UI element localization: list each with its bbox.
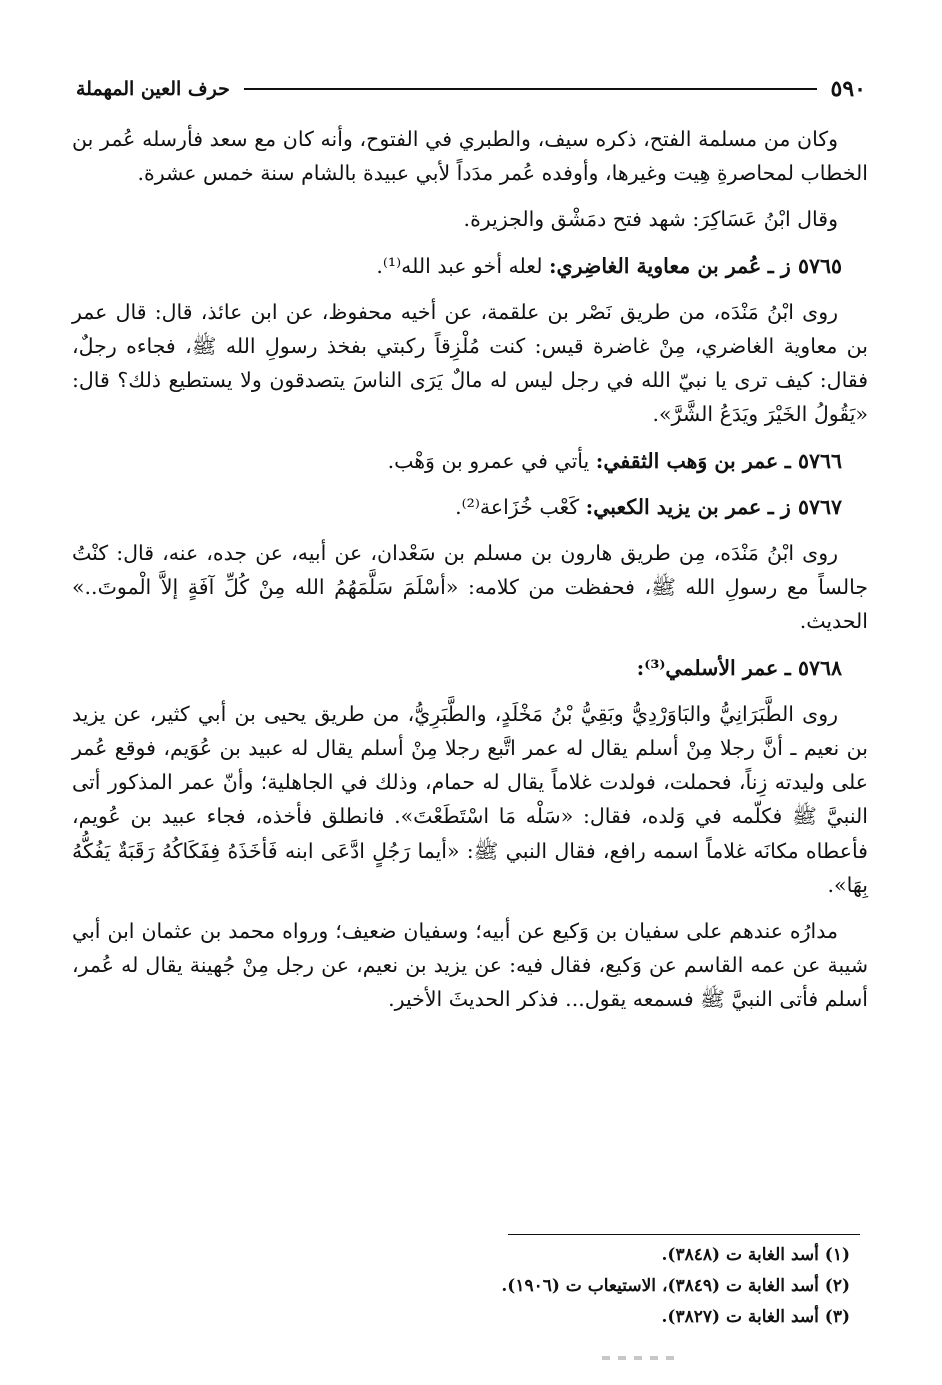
entry-number: ٥٧٦٦ ـ — [784, 448, 842, 473]
paragraph-text: روى الطَّبَرَانِيُّ والبَاوَرْدِيُّ وبَقِيُّ بْنُ مَخْلَدٍ، والطَّبَرِيُّ، من طريق يحيى بن أبي كثير، عن يزيد بن نعيم ـ أنَّ رجلا مِنْ أسلم يقال له عمر اتَّبع رجلا مِنْ أسلم يقال له عبيد بن عُوَيم، فوقع عُمر على وليدته زِناً، فحملت، فولدت غلاماً يقال له حمام، وذلك في الجاهلية؛ وأنّ عمر المذكور أتى النبيَّ ﷺ فكلّمه في وَلده، فقال: «سَلْه مَا اسْتَطَعْتَ». فانطلق فأخذه، فجاء عبيد بن عُويم، فأعطاه مكانَه غلاماً اسمه رافع، فقال النبي ﷺ: «أيما رَجُلٍ ادَّعَى ابنه فَأخَذَهُ فِفَكَاكُهُ رَقَبَةٌ يَفُكُّهُ بِهَا». — [72, 701, 868, 897]
entry-name: عمر الأسلمي⁽³⁾: — [636, 655, 779, 680]
entry-number: ٥٧٦٥ ز ـ — [767, 253, 842, 278]
page-body — [72, 122, 868, 1029]
paragraph-text: مدارُه عندهم على سفيان بن وَكيع عن أبيه؛ وسفيان ضعيف؛ ورواه محمد بن عثمان ابن أبي شيبة عن عمه القاسم عن وَكيع، فقال فيه: عن يزيد بن نعيم، عن رجل مِنْ جُهينة يقال له عُمر، أسلم فأتى النبيَّ ﷺ فسمعه يقول... فذكر الحديثَ الأخير. — [72, 919, 868, 1012]
paragraph — [72, 202, 868, 236]
page-header — [76, 76, 866, 102]
paragraph-text: وكان من مسلمة الفتح، ذكره سيف، والطبري في الفتوح، وأنه كان مع سعد فأرسله عُمر بن الخطاب لمحاصرةِ هِيت وغيرها، وأوفده عُمر مدَداً لأبي عبيدة بالشام سنة خمس عشرة. — [72, 127, 868, 186]
entry-name: عُمر بن معاوية الغاضِري: — [548, 253, 762, 278]
header-rule — [244, 88, 817, 90]
entry-text: لعله أخو عبد الله⁽¹⁾. — [376, 253, 543, 278]
entry-heading — [72, 249, 868, 283]
entry-name: عمر بن يزيد الكعبي: — [585, 494, 762, 519]
footnotes — [80, 1240, 850, 1333]
paragraph — [72, 295, 868, 432]
entry-heading — [72, 651, 868, 685]
chapter-title: حرف العين المهملة — [76, 78, 230, 100]
paragraph-text: وقال ابْنُ عَسَاكِرَ: شهد فتح دمَشْق والجزيرة. — [463, 207, 838, 232]
entry-number: ٥٧٦٧ ز ـ — [767, 494, 842, 519]
paragraph — [72, 536, 868, 639]
entry-text: كَعْب خُزَاعة⁽²⁾. — [455, 494, 580, 519]
entry-heading — [72, 490, 868, 524]
footnote: (٣) أسد الغابة ت (٣٨٢٧). — [661, 1307, 850, 1327]
footnote: (١) أسد الغابة ت (٣٨٤٨). — [661, 1245, 850, 1265]
footnote-rule — [508, 1234, 860, 1235]
page-number: ٥٩٠ — [830, 76, 866, 102]
paragraph-text: روى ابْنُ مَنْدَه، مِن طريق هارون بن مسلم بن سَعْدان، عن أبيه، عن جده، عنه، قال: كنْتُ جالساً مع رسولِ الله ﷺ، فحفظت من كلامه: «أسْلَمَ سَلَّمَهُمُ الله مِنْ كُلِّ آفَةٍ إلاَّ الْموتَ..» الحديث. — [72, 541, 868, 634]
scan-smudge — [602, 1356, 682, 1360]
entry-name: عمر بن وَهب الثقفي: — [595, 448, 779, 473]
footnote: (٢) أسد الغابة ت (٣٨٤٩)، الاستيعاب ت (١٩٠٦). — [501, 1276, 850, 1296]
paragraph — [72, 122, 868, 190]
paragraph — [72, 914, 868, 1017]
paragraph-text: روى ابْنُ مَنْدَه، من طريق نَصْر بن علقمة، عن أخيه محفوظ، عن ابن عائذ، قال: قال عمر بن معاوية الغاضري، مِنْ غاضرة قيس: كنت مُلْزِقاً ركبتي بفخذ رسولِ الله ﷺ، فجاءه رجلٌ، فقال: كيف ترى يا نبيّ الله في رجل ليس له مالٌ يَرَى الناسَ يتصدقون ولا يستطيع ذلك؟ قال: «يَقُولُ الخَيْرَ ويَدَعُ الشَّرَّ». — [72, 299, 868, 427]
paragraph — [72, 697, 868, 902]
entry-number: ٥٧٦٨ ـ — [784, 655, 842, 680]
entry-heading — [72, 444, 868, 478]
entry-text: يأتي في عمرو بن وَهْب. — [387, 448, 590, 473]
